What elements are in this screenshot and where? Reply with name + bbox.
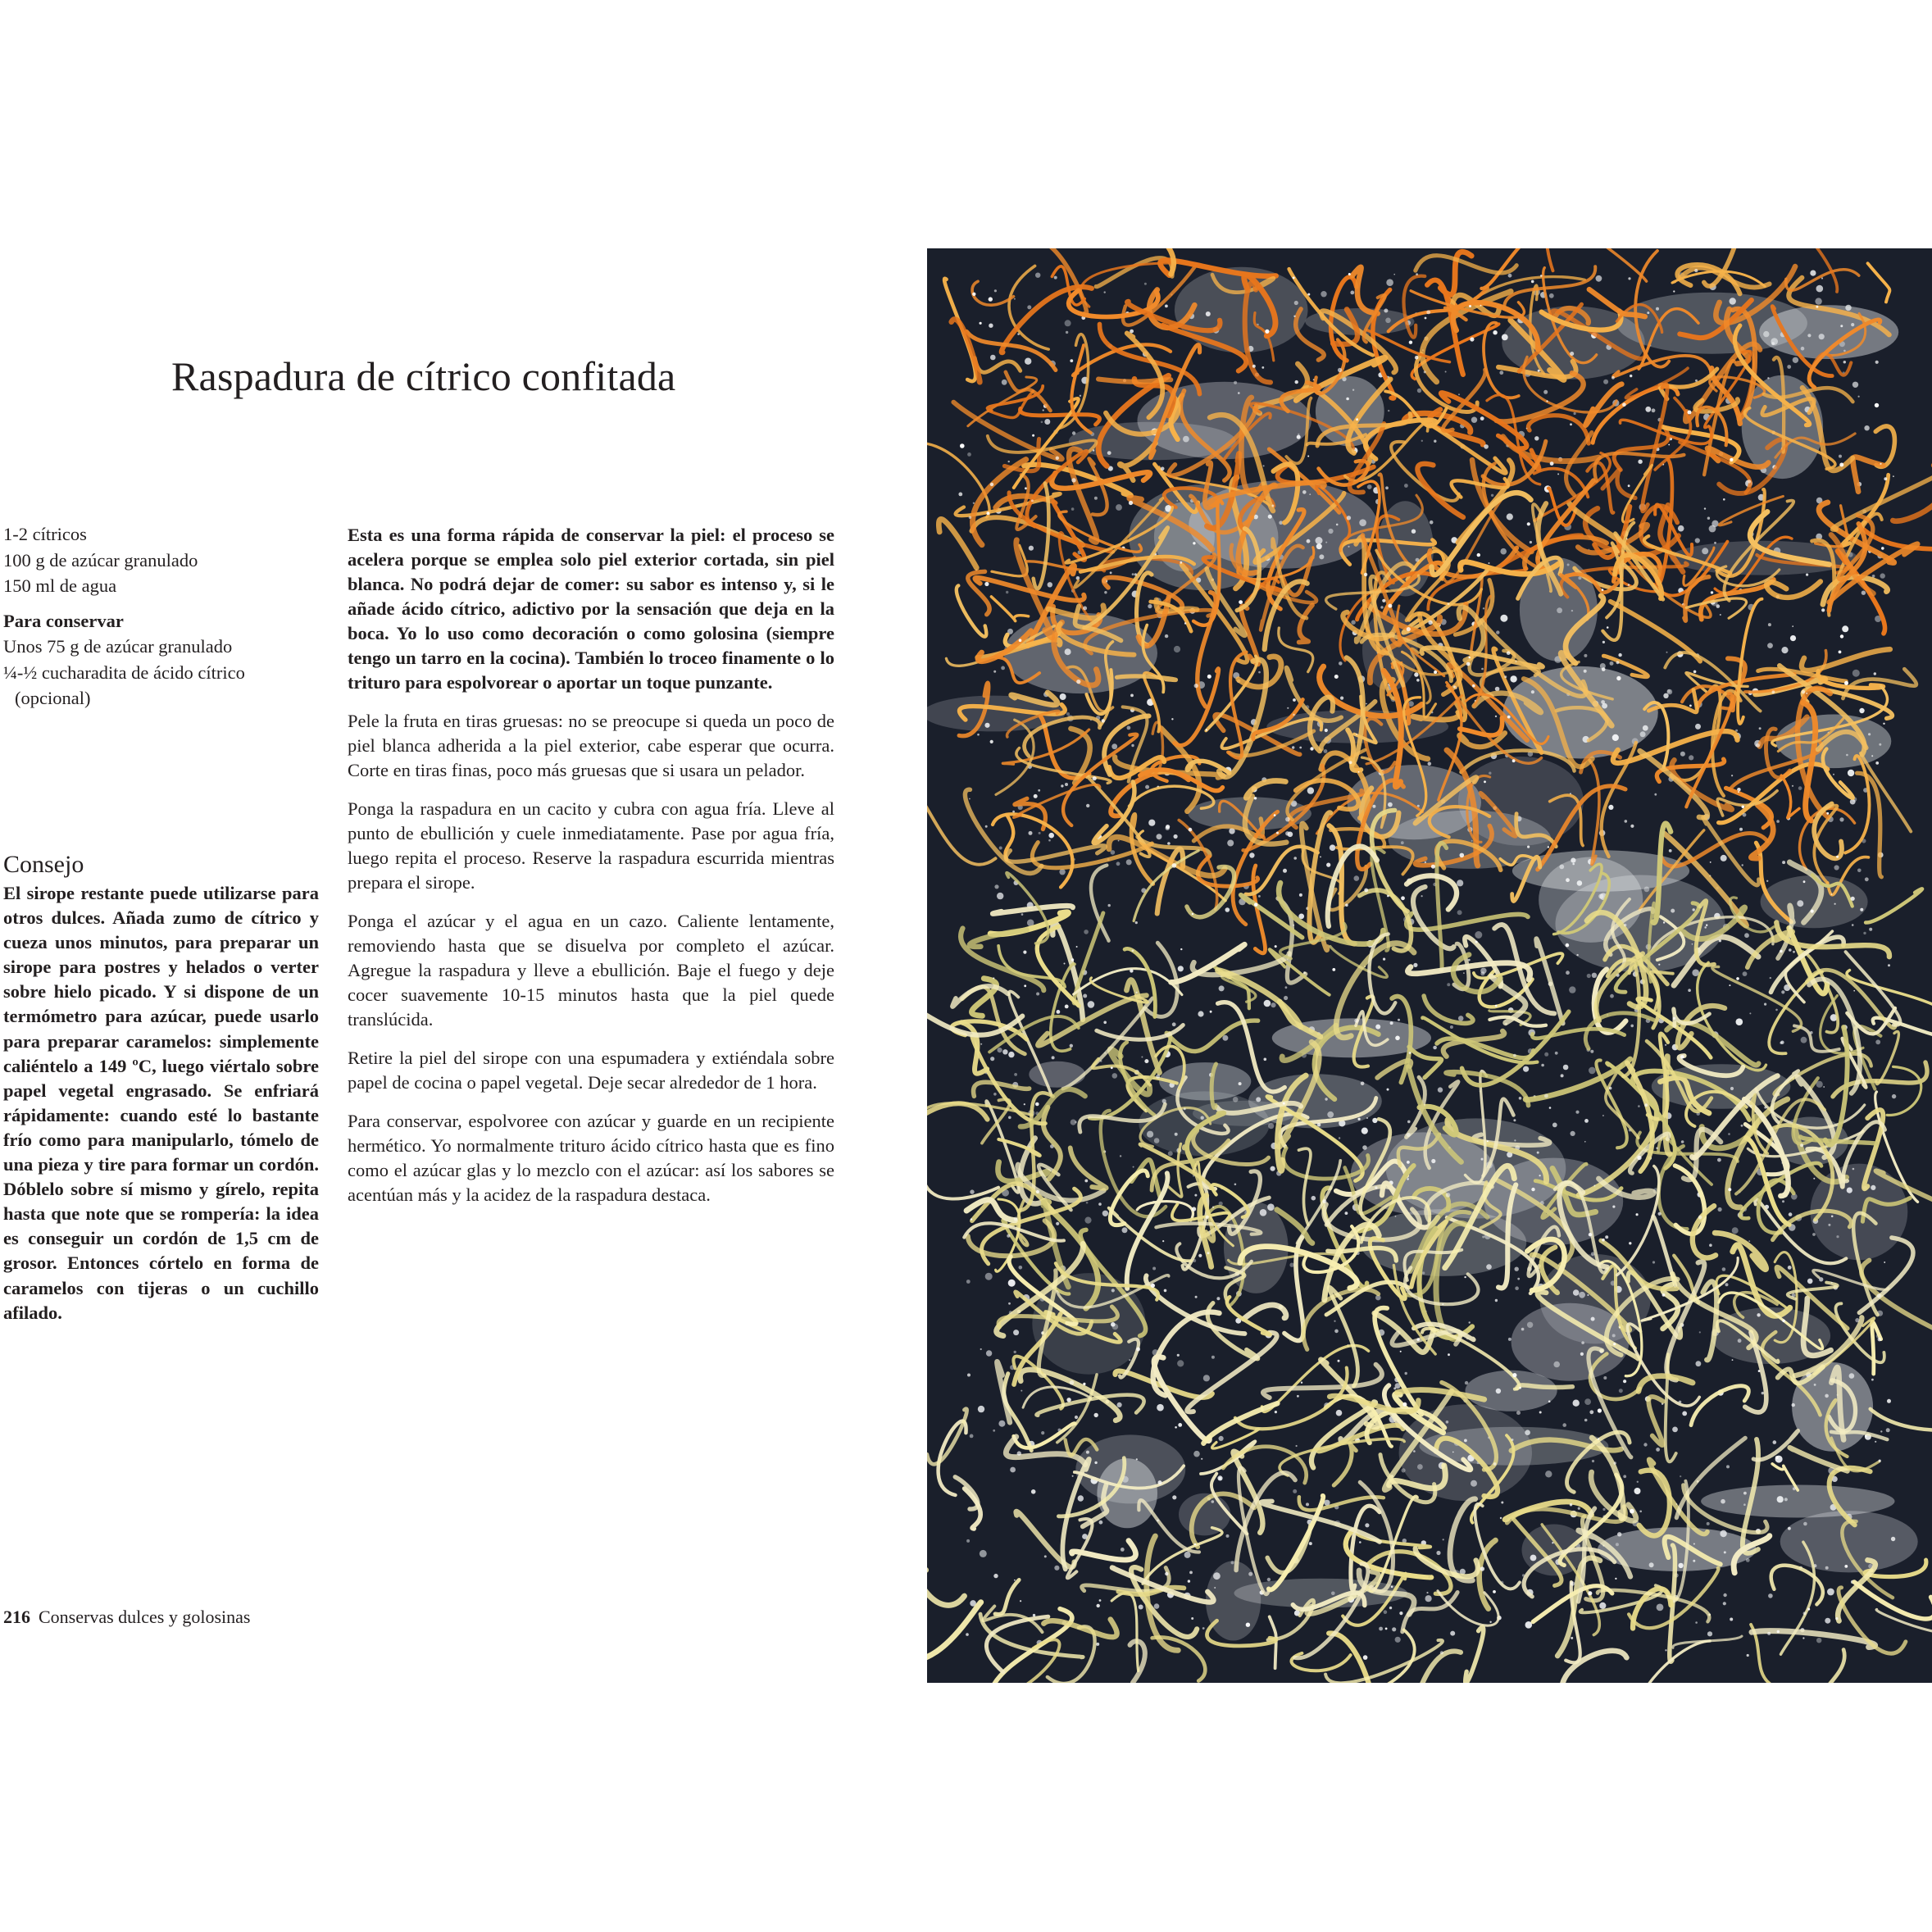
method-column [348,523,834,1221]
step-paragraph: Para conservar, espolvoree con azúcar y guarde en un recipiente hermético. Yo normalmente trituro ácido cítrico hasta que es fino como el azúcar glas y lo mezclo con el azúcar: así los sabores se acentúan más y la acidez de la raspadura destaca. [348,1111,834,1205]
ingredient-item: 150 ml de agua [3,575,117,596]
page-number: 216 [3,1607,30,1627]
ingredients-list [3,521,331,711]
preserve-item: Unos 75 g de azúcar granulado [3,636,233,657]
section-name: Conservas dulces y golosinas [39,1607,251,1627]
preserve-heading: Para conservar [3,610,124,631]
intro-paragraph: Esta es una forma rápida de conservar la piel: el proceso se acelera porque se emplea solo piel exterior cortada, sin piel blanca. No podrá dejar de comer: su sabor es intenso y, si le añade ácido cítrico, adictivo por la sensación que deja en la boca. Yo lo uso como decoración o como golosina (siempre tengo un tarro en la cocina). También lo troceo finamente o lo trituro para espolvorear o aportar un toque punzante. [348,525,834,693]
page-footer [3,1607,250,1628]
step-paragraph: Ponga el azúcar y el agua en un cazo. Caliente lentamente, removiendo hasta que se disuelva por completo el azúcar. Agregue la raspadura y lleve a ebullición. Baje el fuego y deje cocer suavemente 10-15 minutos hasta que la piel quede translúcida. [348,911,834,1030]
candied-citrus-zest-photo [927,248,1932,1683]
preserve-item: (opcional) [15,688,91,708]
step-paragraph: Retire la piel del sirope con una espumadera y extiéndala sobre papel de cocina o papel vegetal. Deje secar alrededor de 1 hora. [348,1048,834,1093]
step-paragraph: Pele la fruta en tiras gruesas: no se preocupe si queda un poco de piel blanca adherida a la piel exterior, cabe esperar que ocurra. Corte en tiras finas, poco más gruesas que si usara un pelador. [348,711,834,780]
ingredient-item: 100 g de azúcar granulado [3,549,198,571]
ingredient-item: 1-2 cítricos [3,524,87,544]
tip-heading: Consejo [3,851,84,878]
left-page [0,0,926,1932]
preserve-item: ¼-½ cucharadita de ácido cítrico [3,661,245,683]
recipe-title: Raspadura de cítrico confitada [171,353,676,399]
zest-illustration [927,248,1932,1683]
step-paragraph: Ponga la raspadura en un cacito y cubra con agua fría. Lleve al punto de ebullición y cuele inmediatamente. Pase por agua fría, luego repita el proceso. Reserve la raspadura escurrida mientras prepara el sirope. [348,798,834,893]
tip-text: El sirope restante puede utilizarse para otros dulces. Añada zumo de cítrico y cueza unos minutos, para preparar un sirope para postres y helados o verter sobre hielo picado. Y si dispone de un termómetro para azúcar, puede usarlo para preparar caramelos: simplemente caliéntelo a 149 ºC, luego viértalo sobre papel vegetal engrasado. Se enfriará rápidamente: cuando esté lo bastante frío como para manipularlo, tómelo de una pieza y tire para formar un cordón. Dóblelo sobre sí mismo y gírelo, repita hasta que note que se rompería: la idea es conseguir un cordón de 1,5 cm de grosor. Entonces córtelo en forma de caramelos con tijeras o un cuchillo afilado. [3,883,319,1323]
